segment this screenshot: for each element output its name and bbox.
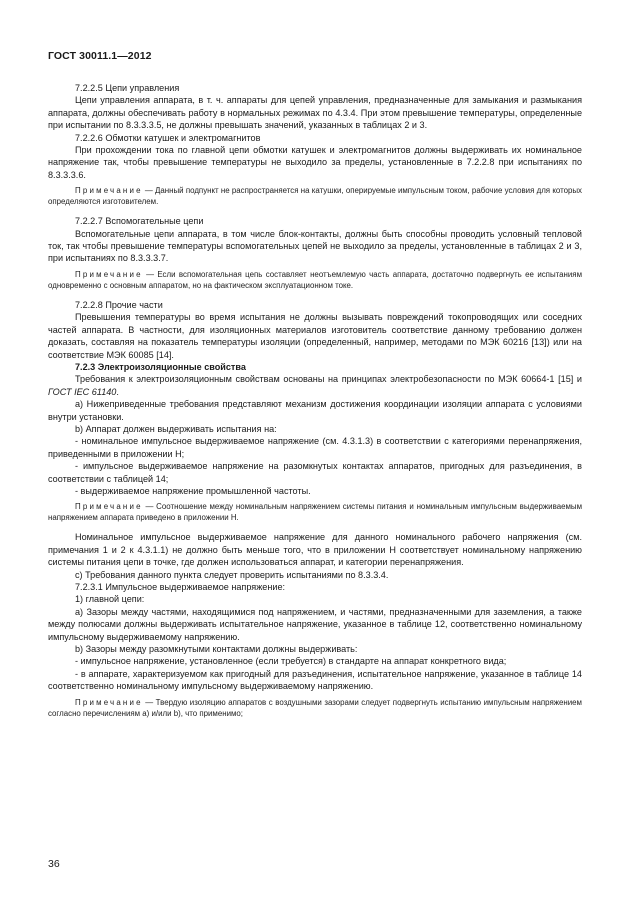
paragraph: - выдерживаемое напряжение промышленной частоты. bbox=[75, 485, 311, 496]
section-title: Цепи управления bbox=[105, 83, 180, 93]
note bbox=[48, 697, 582, 719]
paragraph: Номинальное импульсное выдерживаемое напряжение для данного номинального рабочего напряжения (см. примечания 1 и 2 к 4.3.1.1) не должно быть меньше того, что в приложении Н соответствует номинальному напряжению системы питания цепи в точке, где должен использоваться аппарат, и категории перенапряжения. bbox=[48, 532, 582, 568]
note-text: — Соотношение между номинальным напряжением системы питания и номинальным импульсным выдерживаемым напряжением аппарата приведено в приложении Н. bbox=[48, 502, 582, 523]
document-header: ГОСТ 30011.1—2012 bbox=[48, 50, 152, 62]
note bbox=[48, 185, 582, 207]
note-text: — Если вспомогательная цепь составляет неотъемлемую часть аппарата, достаточно подвергнуть ее испытаниям одновременно с основным аппаратом, но на фактическом эксплуатационном токе. bbox=[48, 269, 582, 290]
section-number: 7.2.2.5 bbox=[75, 83, 106, 93]
note bbox=[48, 501, 582, 523]
note-label: Примечание bbox=[75, 269, 143, 279]
section-heading bbox=[48, 215, 582, 227]
note-label: Примечание bbox=[75, 502, 143, 512]
paragraph: - импульсное напряжение, установленное (если требуется) в стандарте на аппарат конкретного вида; bbox=[75, 656, 507, 667]
paragraph: 1) главной цепи: bbox=[75, 594, 145, 605]
page-number: 36 bbox=[48, 858, 60, 870]
paragraph: Цепи управления аппарата, в т. ч. аппараты для цепей управления, предназначенные для замыкания и размыкания аппарата, должны обеспечивать работу в нормальных режимах по 4.3.4. При этом превышение температуры, определенные при испытании по 8.3.3.3.5, не должны превышать значений, указанных в таблицах 2 и 3. bbox=[48, 95, 582, 131]
section-number: 7.2.3 bbox=[75, 361, 98, 372]
paragraph-tail: . bbox=[116, 386, 119, 397]
paragraph-text: Требования к электроизоляционным свойствам основаны на принципах электробезопасности по МЭК 60664-1 [15] и bbox=[75, 374, 582, 385]
section-title: Вспомогательные цепи bbox=[105, 216, 204, 227]
paragraph: - номинальное импульсное выдерживаемое напряжение (см. 4.3.1.3) в соответствии с категориями перенапряжения, приведенными в приложении Н; bbox=[48, 436, 582, 459]
section-title: Электроизоляционные свойства bbox=[97, 361, 246, 372]
paragraph: 7.2.3.1 Импульсное выдерживаемое напряжение: bbox=[75, 582, 286, 592]
section-heading bbox=[48, 82, 582, 94]
section-title: Прочие части bbox=[105, 299, 163, 310]
note-label: Примечание bbox=[75, 697, 143, 707]
paragraph: b) Аппарат должен выдерживать испытания на: bbox=[75, 423, 277, 434]
note bbox=[48, 269, 582, 291]
paragraph: Вспомогательные цепи аппарата, в том числе блок-контакты, должны быть способны проводить условный тепловой ток, так чтобы превышение температуры вспомогательных цепей не выходило за пределы, установленные в таблицах 2 и 3, при испытаниях по 8.3.3.3.7. bbox=[48, 228, 582, 264]
standard-reference: ГОСТ IEC 61140 bbox=[48, 386, 117, 397]
paragraph bbox=[48, 373, 582, 398]
paragraph: - импульсное выдерживаемое напряжение на разомкнутых контактах аппаратов, пригодных для разъединения, в соответствии с таблицей 14; bbox=[48, 461, 582, 484]
section-heading bbox=[48, 361, 582, 373]
paragraph: a) Зазоры между частями, находящимися под напряжением, и частями, предназначенными для заземления, а также между полюсами должны выдерживать испытательное напряжение, указанное в таблице 12, соответственно номинальному импульсному выдерживаемому напряжению. bbox=[48, 606, 582, 642]
note-label: Примечание bbox=[75, 186, 143, 196]
section-number: 7.2.2.7 bbox=[75, 216, 106, 227]
document-body bbox=[48, 82, 582, 727]
paragraph: - в аппарате, характеризуемом как пригодный для разъединения, испытательное напряжение, указанное в таблице 14 соответственно номинальному импульсному выдерживаемому напряжению. bbox=[48, 668, 582, 692]
paragraph: c) Требования данного пункта следует проверить испытаниями по 8.3.3.4. bbox=[75, 569, 389, 580]
paragraph: При прохождении тока по главной цепи обмотки катушек и электромагнитов должны выдерживать их номинальное напряжение так, чтобы превышение температуры не выходило за пределы, установленные в 7.2.2.8 при испытаниях по 8.3.3.3.6. bbox=[48, 145, 582, 180]
section-number: 7.2.2.8 bbox=[75, 299, 106, 310]
section-heading bbox=[48, 132, 582, 144]
section-title: Обмотки катушек и электромагнитов bbox=[105, 132, 261, 143]
section-heading bbox=[48, 299, 582, 311]
note-text: — Твердую изоляцию аппаратов с воздушными зазорами следует подвергнуть испытанию импульсным напряжением согласно перечислениям а) и/или b), что применимо; bbox=[48, 697, 582, 718]
section-number: 7.2.2.6 bbox=[75, 132, 106, 143]
paragraph: b) Зазоры между разомкнутыми контактами должны выдерживать: bbox=[75, 644, 358, 655]
paragraph: Превышения температуры во время испытания не должны вызывать повреждений токопроводящих или соседних частей аппарата. В частности, для изоляционных материалов изготовитель соответствие данному требованию должен доказать, составляя на показатель температуры изоляции (определенный, например, методами по МЭК 60216 [13]) или на соответствие МЭК 60085 [14]. bbox=[48, 312, 582, 360]
note-text: — Данный подпункт не распространяется на катушки, оперируемые импульсным током, рабочие условия для которых определяются изготовителем. bbox=[48, 186, 582, 207]
paragraph: a) Нижеприведенные требования представляют механизм достижения координации изоляции аппарата с условиями внутри установки. bbox=[48, 399, 582, 422]
